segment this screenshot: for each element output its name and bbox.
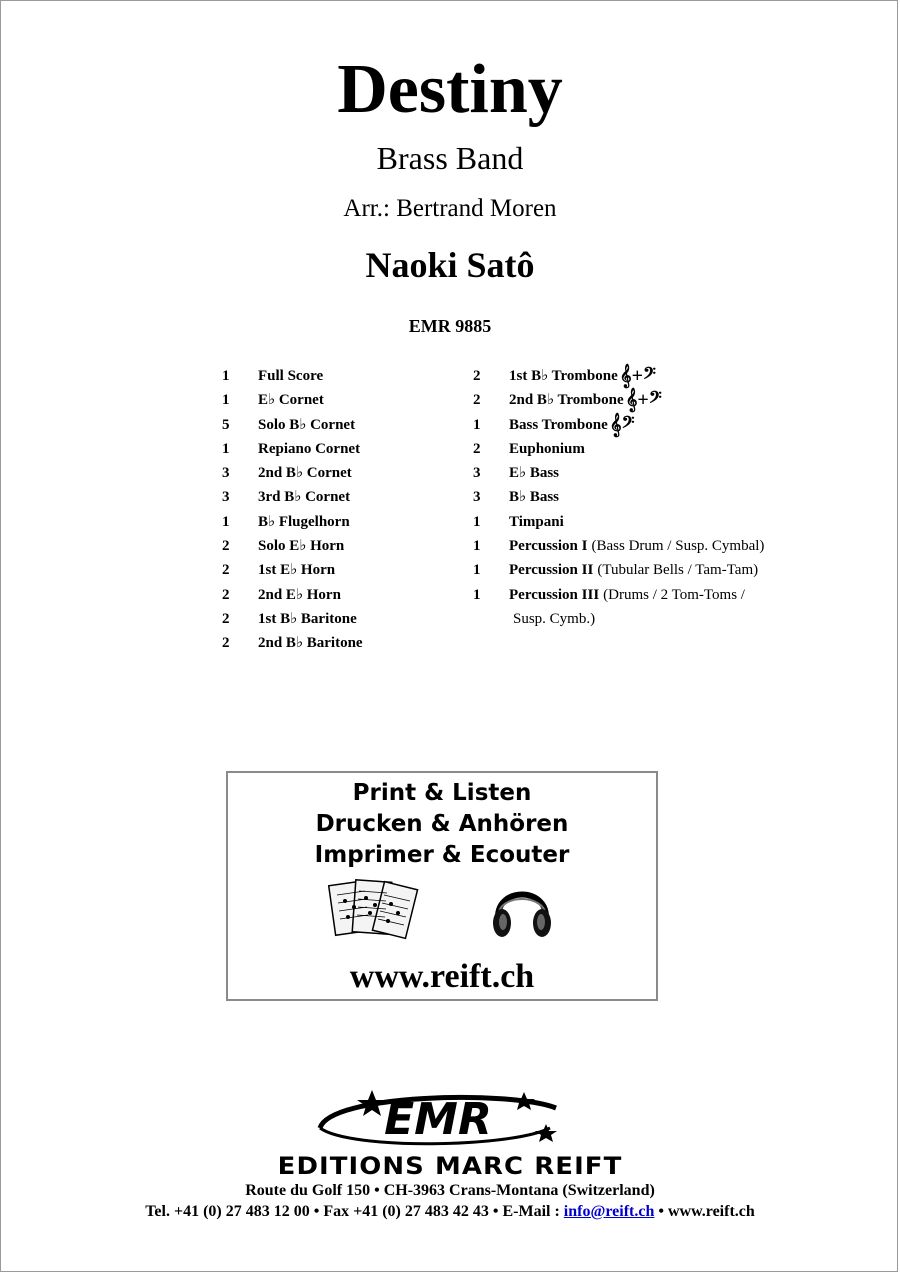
part-name: Euphonium [509,440,585,457]
part-name: Repiano Cornet [258,440,361,457]
publisher-address: Route du Golf 150 • CH-3963 Crans-Montana (Switzerland) [245,1182,655,1199]
parts-list-left [222,364,363,656]
part-row [222,388,363,412]
promo-line-french: Imprimer & Ecouter [314,842,570,868]
part-detail: (Bass Drum / Susp. Cymbal) [591,538,765,555]
part-name: 2nd B♭ Trombone [509,392,624,409]
part-row [473,558,764,582]
part-quantity: 2 [222,562,230,579]
part-name: Percussion III [509,586,600,603]
catalog-number: EMR 9885 [408,316,492,336]
part-row [473,461,764,485]
contact-website[interactable]: • www.reift.ch [658,1203,755,1220]
contact-phone-fax: Tel. +41 (0) 27 483 12 00 • Fax +41 (0) 27 483 42 43 • E-Mail : [145,1203,560,1220]
part-name: Solo E♭ Horn [258,538,345,555]
part-name: 2nd E♭ Horn [258,586,341,603]
part-row [473,437,764,461]
part-quantity: 1 [222,392,230,409]
part-quantity: 2 [222,538,230,555]
part-name: 2nd B♭ Cornet [258,465,352,482]
part-row [222,510,363,534]
part-row [473,510,764,534]
part-name: 1st B♭ Trombone [509,368,618,384]
headphones-icon [490,873,554,943]
part-row [222,413,363,437]
part-name: B♭ Flugelhorn [258,513,350,530]
part-quantity: 2 [473,440,481,457]
part-row [222,437,363,461]
arranger: Arr.: Bertrand Moren [343,195,557,222]
part-row [222,461,363,485]
composer: Naoki Satô [365,245,535,285]
part-quantity: 3 [222,489,230,506]
subtitle: Brass Band [376,140,524,176]
part-quantity: 1 [473,586,481,603]
part-row [473,413,764,437]
part-quantity: 3 [222,465,230,482]
contact-email-link[interactable]: info@reift.ch [563,1203,655,1220]
part-name: Solo B♭ Cornet [258,416,356,433]
part-name: E♭ Cornet [258,392,324,409]
part-name: B♭ Bass [509,489,560,506]
part-detail: Susp. Cymb.) [513,610,596,627]
part-row [473,534,764,558]
part-quantity: 2 [473,392,481,409]
part-quantity: 2 [473,368,481,384]
promo-url[interactable]: www.reift.ch [349,958,535,995]
print-listen-box [226,771,658,1001]
part-name: Timpani [509,513,564,530]
part-detail: (Drums / 2 Tom-Toms / [603,586,745,603]
part-name: 1st E♭ Horn [258,562,336,579]
part-quantity: 1 [222,440,230,457]
emr-logo [310,1088,570,1150]
title: Destiny [337,51,563,128]
sheet-music-icon [328,877,420,943]
part-name: E♭ Bass [509,465,560,482]
part-row [222,534,363,558]
part-row [473,388,764,412]
part-row [222,364,363,388]
part-name: Full Score [258,368,324,384]
part-quantity: 3 [473,465,481,482]
part-row [222,485,363,509]
part-row [473,607,764,631]
part-row [222,558,363,582]
part-quantity: 2 [222,610,230,627]
publisher-contact [0,1201,900,1223]
part-row [222,631,363,655]
promo-line-english: Print & Listen [352,780,532,806]
part-quantity: 1 [473,562,481,579]
clef-icon: 𝄞𝄢 [609,413,635,436]
part-quantity: 3 [473,489,481,506]
part-row [473,364,764,388]
part-quantity: 5 [222,416,230,433]
publisher-name: EDITIONS MARC REIFT [277,1152,623,1180]
part-row [473,583,764,607]
part-name: 1st B♭ Baritone [258,610,357,627]
part-name: Bass Trombone [509,416,608,433]
clef-icon: 𝄞+𝄢 [619,365,656,388]
part-name: 2nd B♭ Baritone [258,635,363,652]
part-quantity: 1 [222,368,230,384]
part-name: Percussion II [509,562,594,579]
part-row [222,607,363,631]
part-quantity: 2 [222,586,230,603]
part-name: 3rd B♭ Cornet [258,489,351,506]
part-name: Percussion I [509,538,588,555]
part-detail: (Tubular Bells / Tam-Tam) [597,562,759,579]
parts-list-right [473,364,764,631]
part-quantity: 1 [473,416,481,433]
part-row [222,583,363,607]
part-quantity: 1 [222,513,230,530]
part-quantity: 2 [222,635,230,652]
emr-logo-text: EMR [384,1094,492,1145]
clef-icon: 𝄞+𝄢 [625,389,662,412]
promo-line-german: Drucken & Anhören [315,811,569,837]
part-quantity: 1 [473,538,481,555]
part-quantity: 1 [473,513,481,530]
part-row [473,485,764,509]
